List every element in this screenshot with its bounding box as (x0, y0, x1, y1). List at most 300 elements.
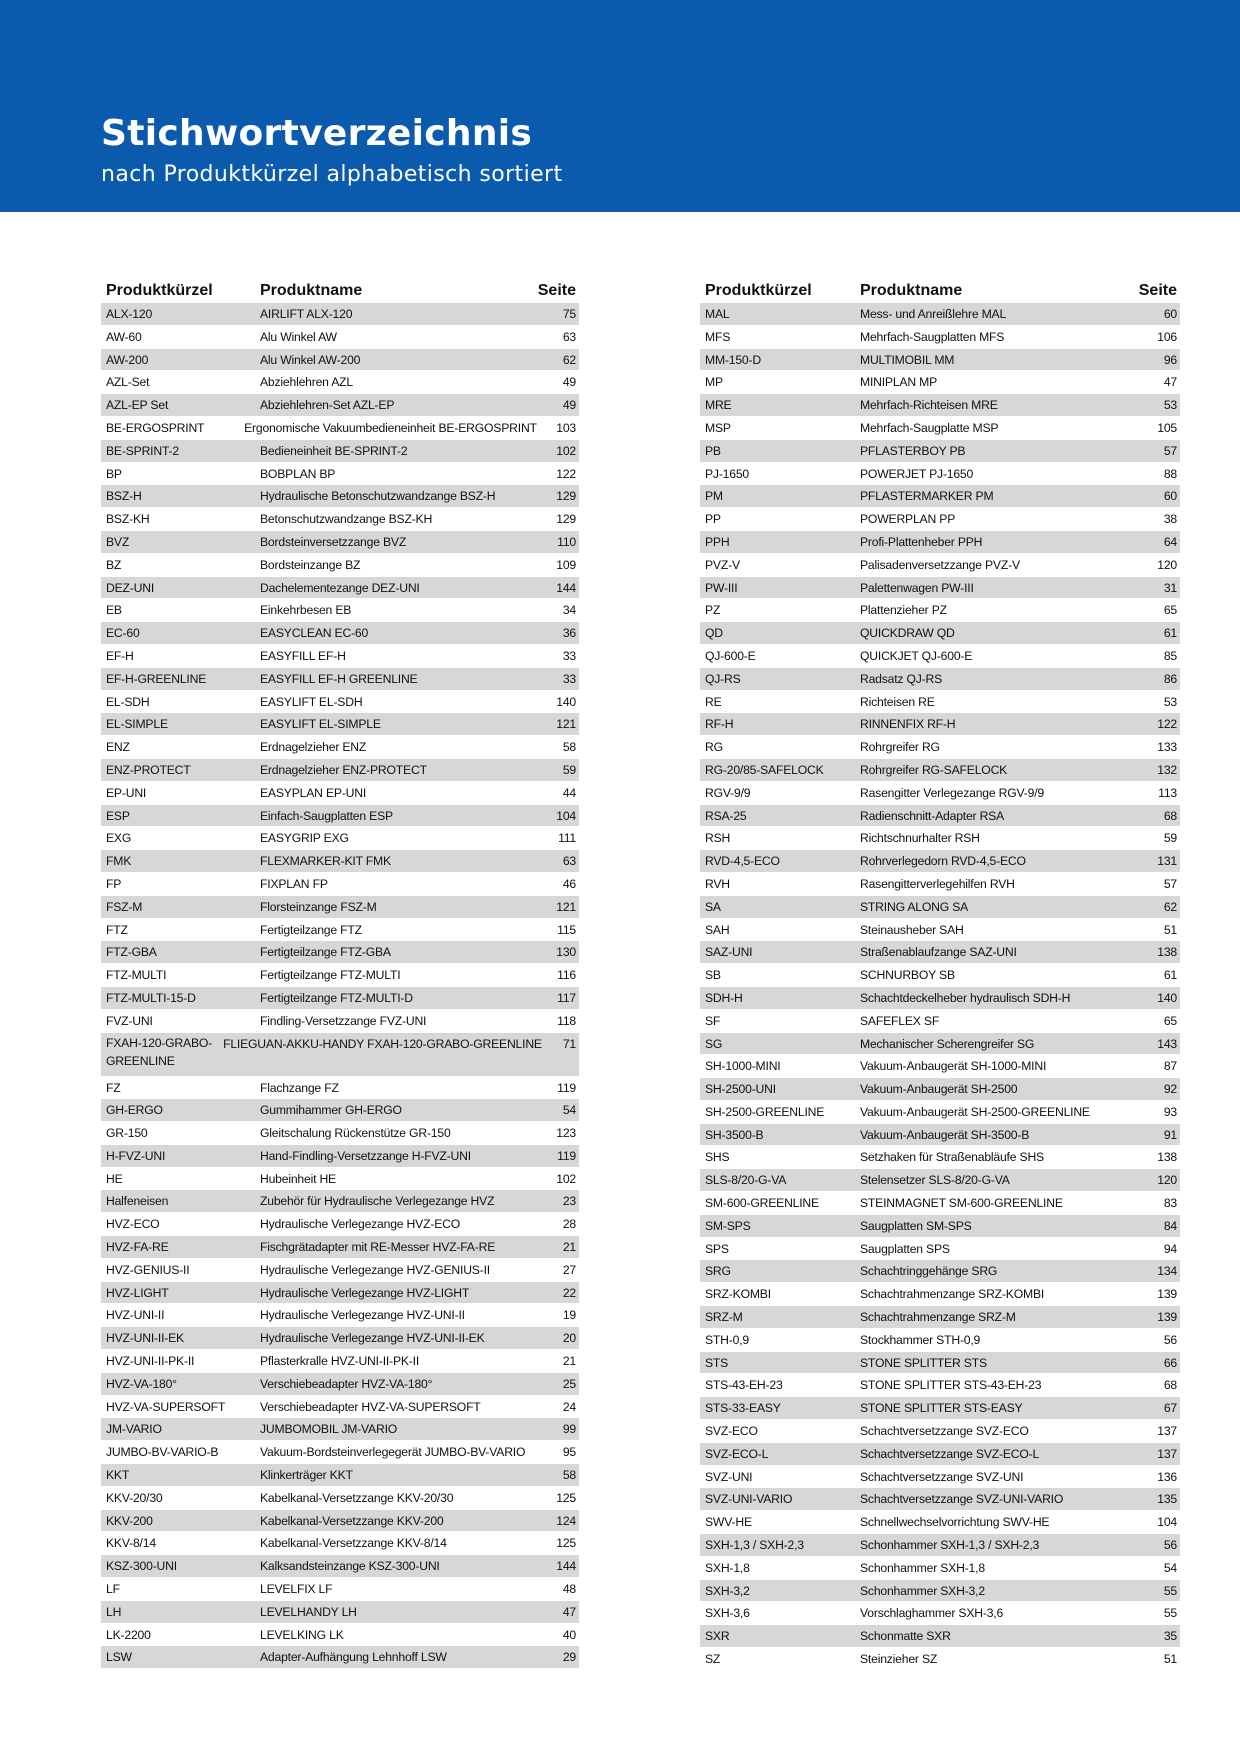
product-code: RF-H (705, 717, 734, 732)
product-code: STS-33-EASY (705, 1401, 781, 1416)
page-number: 94 (1163, 1241, 1177, 1256)
page-number: 93 (1163, 1104, 1177, 1119)
table-row (700, 1214, 1180, 1237)
page-number: 57 (1163, 876, 1177, 891)
page-number: 21 (562, 1240, 576, 1255)
page-number: 121 (556, 717, 576, 732)
table-row (101, 1463, 579, 1486)
page-number: 65 (1163, 1013, 1177, 1028)
product-code: HE (106, 1171, 123, 1186)
table-row (700, 530, 1180, 553)
table-row (101, 667, 579, 690)
product-code: AZL-Set (106, 375, 150, 390)
table-row (101, 1281, 579, 1304)
page-number: 20 (562, 1331, 576, 1346)
table-row (700, 484, 1180, 507)
page-number: 59 (1163, 831, 1177, 846)
product-name: SCHNURBOY SB (860, 968, 955, 983)
table-row (101, 1509, 579, 1532)
product-name: Alu Winkel AW-200 (260, 352, 361, 367)
product-code: RE (705, 694, 722, 709)
product-name: POWERJET PJ-1650 (860, 466, 974, 481)
page-number: 135 (1157, 1492, 1177, 1507)
table-row (700, 462, 1180, 485)
product-code: EF-H (106, 648, 134, 663)
product-code: GR-150 (106, 1126, 148, 1141)
page-number: 23 (562, 1194, 576, 1209)
page-number: 71 (562, 1036, 576, 1051)
product-code: PB (705, 443, 721, 458)
table-header (700, 268, 1180, 300)
product-name: Adapter-Aufhängung Lehnhoff LSW (260, 1650, 447, 1665)
product-name: Kabelkanal-Versetzzange KKV-200 (260, 1513, 444, 1528)
product-name: POWERPLAN PP (860, 512, 956, 527)
product-code: EF-H-GREENLINE (106, 671, 207, 686)
table-row (700, 576, 1180, 599)
page-number: 144 (556, 1559, 576, 1574)
page-number: 138 (1157, 945, 1177, 960)
page-number: 96 (1163, 352, 1177, 367)
page-number: 48 (562, 1582, 576, 1597)
table-row (700, 758, 1180, 781)
page-number: 68 (1163, 808, 1177, 823)
page-number: 99 (562, 1422, 576, 1437)
page-number: 65 (1163, 603, 1177, 618)
page-number: 137 (1157, 1446, 1177, 1461)
table-row (101, 621, 579, 644)
page-number: 61 (1163, 626, 1177, 641)
table-row (700, 1647, 1180, 1670)
table-row (700, 302, 1180, 325)
page-number: 53 (1163, 398, 1177, 413)
product-name: Hydraulische Betonschutzwandzange BSZ-H (260, 489, 496, 504)
page-number: 27 (562, 1262, 576, 1277)
table-row (101, 872, 579, 895)
product-name: Kabelkanal-Versetzzange KKV-8/14 (260, 1536, 447, 1551)
product-name: Hydraulische Verlegezange HVZ-ECO (260, 1217, 461, 1232)
product-code: HVZ-ECO (106, 1217, 160, 1232)
table-row (101, 439, 579, 462)
product-name: Hydraulische Verlegezange HVZ-GENIUS-II (260, 1262, 490, 1277)
product-code: MP (705, 375, 723, 390)
product-code: RVD-4,5-ECO (705, 854, 780, 869)
product-name: Vakuum-Anbaugerät SH-2500 (860, 1082, 1018, 1097)
table-body (700, 302, 1180, 1670)
page-number: 110 (557, 534, 576, 549)
table-row (700, 598, 1180, 621)
page-number: 55 (1163, 1583, 1177, 1598)
table-row (101, 393, 579, 416)
product-name: Hubeinheit HE (260, 1171, 336, 1186)
product-code: FMK (106, 854, 132, 869)
page-number: 86 (1163, 671, 1177, 686)
page-number: 140 (1157, 990, 1177, 1005)
product-name: Mechanischer Scherengreifer SG (860, 1036, 1035, 1051)
product-code: PJ-1650 (705, 466, 749, 481)
table-row (101, 325, 579, 348)
product-name: Schonhammer SXH-1,8 (860, 1560, 985, 1575)
product-code: EL-SIMPLE (106, 717, 168, 732)
table-row (700, 1259, 1180, 1282)
product-name: Mess- und Anreißlehre MAL (860, 307, 1007, 321)
page-number: 124 (556, 1513, 576, 1528)
product-name: Florsteinzange FSZ-M (260, 899, 377, 914)
product-name: Fertigteilzange FTZ-MULTI-D (260, 990, 413, 1005)
product-code: SB (705, 968, 721, 983)
page-number: 54 (562, 1103, 576, 1118)
page-number: 119 (557, 1148, 576, 1163)
page-number: 47 (562, 1604, 576, 1619)
product-name: Schachtrahmenzange SRZ-M (860, 1310, 1016, 1325)
table-row (700, 940, 1180, 963)
product-name: Bordsteinzange BZ (260, 557, 361, 572)
product-code: MFS (705, 329, 731, 344)
product-code: RVH (705, 876, 730, 891)
page-number: 113 (1158, 785, 1177, 800)
page-number: 51 (1163, 922, 1177, 937)
product-name: LEVELKING LK (260, 1627, 344, 1642)
product-name: Saugplatten SPS (860, 1241, 950, 1256)
product-name: Bedieneinheit BE-SPRINT-2 (260, 443, 408, 458)
product-code: SRZ-KOMBI (705, 1287, 771, 1302)
product-name: Kalksandsteinzange KSZ-300-UNI (260, 1559, 440, 1574)
product-code: SH-2500-GREENLINE (705, 1104, 825, 1119)
product-code: SXH-3,6 (705, 1606, 750, 1621)
product-code: PZ (705, 603, 721, 618)
table-row (101, 1645, 579, 1668)
product-code: SZ (705, 1652, 721, 1667)
table-row (101, 1554, 579, 1577)
product-name: QUICKJET QJ-600-E (860, 648, 973, 663)
table-row (700, 986, 1180, 1009)
product-code: MRE (705, 398, 732, 413)
product-code: RGV-9/9 (705, 785, 751, 800)
product-name: FLEXMARKER-KIT FMK (260, 854, 391, 869)
page-number: 137 (1157, 1424, 1177, 1439)
page-number: 57 (1163, 443, 1177, 458)
product-name: Hand-Findling-Versetzzange H-FVZ-UNI (260, 1148, 471, 1163)
table-row (101, 1212, 579, 1235)
product-name: Schachtversetzzange SVZ-UNI-VARIO (860, 1492, 1064, 1507)
table-row (101, 826, 579, 849)
page-number: 111 (558, 831, 576, 846)
product-name: Pflasterkralle HVZ-UNI-II-PK-II (260, 1354, 420, 1369)
product-code: MM-150-D (705, 352, 761, 367)
table-row (700, 1419, 1180, 1442)
product-code: SDH-H (705, 990, 743, 1005)
page-number: 109 (556, 557, 576, 572)
product-name: Palettenwagen PW-III (860, 580, 974, 595)
product-code: SH-1000-MINI (705, 1059, 781, 1074)
product-code: HVZ-VA-SUPERSOFT (106, 1399, 226, 1414)
table-body (101, 302, 579, 1668)
product-code: SWV-HE (705, 1515, 752, 1530)
product-code: FTZ-MULTI-15-D (106, 990, 196, 1005)
product-name: Mehrfach-Saugplatte MSP (860, 420, 999, 435)
product-code: FTZ-MULTI (106, 968, 167, 983)
table-row (700, 1191, 1180, 1214)
page-number: 62 (562, 352, 576, 367)
page-number: 129 (556, 489, 576, 504)
product-code: SXH-1,3 / SXH-2,3 (705, 1538, 804, 1553)
product-name: Hydraulische Verlegezange HVZ-UNI-II (260, 1308, 465, 1323)
page-number: 131 (1157, 854, 1177, 869)
table-row (700, 1624, 1180, 1647)
page-number: 134 (1157, 1264, 1177, 1279)
table-row (700, 1123, 1180, 1146)
product-name: MULTIMOBIL MM (860, 352, 955, 367)
table-row (101, 1167, 579, 1190)
product-code: SRG (705, 1264, 731, 1279)
table-row (700, 781, 1180, 804)
product-name: Radsatz QJ-RS (860, 671, 943, 686)
product-name: Hydraulische Verlegezange HVZ-LIGHT (260, 1285, 470, 1300)
product-code: QJ-600-E (705, 648, 756, 663)
page-number: 136 (1157, 1469, 1177, 1484)
product-code: FTZ-GBA (106, 945, 157, 960)
product-code: FXAH-120-GRABO-GREENLINE (106, 1035, 213, 1068)
product-code: AZL-EP Set (106, 398, 169, 413)
product-name: EASYFILL EF-H (260, 648, 346, 663)
table-row (700, 735, 1180, 758)
column-header-name: Produktname (860, 282, 963, 299)
page-number: 102 (556, 1171, 576, 1186)
column-header-page: Seite (537, 282, 576, 299)
product-name: LEVELFIX LF (260, 1582, 333, 1597)
page-number: 31 (1163, 580, 1177, 595)
product-name: STRING ALONG SA (860, 899, 969, 914)
product-code: Halfeneisen (106, 1194, 169, 1209)
table-row (101, 918, 579, 941)
product-code: KKV-200 (106, 1513, 153, 1528)
page-number: 60 (1163, 489, 1177, 504)
table-row (101, 1531, 579, 1554)
table-row (700, 1032, 1180, 1055)
product-name: Stockhammer STH-0,9 (860, 1332, 981, 1347)
product-name: AIRLIFT ALX-120 (260, 307, 353, 321)
product-code: SPS (705, 1241, 729, 1256)
table-row (101, 1144, 579, 1167)
page-number: 75 (562, 307, 576, 321)
product-name: Einkehrbesen EB (260, 603, 352, 618)
page-number: 139 (1157, 1310, 1177, 1325)
page-number: 102 (556, 443, 576, 458)
product-name: Fertigteilzange FTZ-GBA (260, 945, 391, 960)
product-code: SM-SPS (705, 1218, 751, 1233)
table-row (700, 1328, 1180, 1351)
product-name: Rohrgreifer RG-SAFELOCK (860, 762, 1008, 777)
product-name: Vorschlaghammer SXH-3,6 (860, 1606, 1004, 1621)
page-number: 139 (1157, 1287, 1177, 1302)
product-code: KKV-8/14 (106, 1536, 156, 1551)
page-number: 104 (556, 808, 576, 823)
table-row (101, 690, 579, 713)
table-row (700, 1442, 1180, 1465)
table-row (101, 1623, 579, 1646)
product-code: RG-20/85-SAFELOCK (705, 762, 824, 777)
page-number: 91 (1163, 1127, 1177, 1142)
product-code: SHS (705, 1150, 730, 1165)
product-name: Vakuum-Bordsteinverlegegerät JUMBO-BV-VARIO (260, 1445, 526, 1460)
product-code: SF (705, 1013, 721, 1028)
product-name: Setzhaken für Straßenabläufe SHS (860, 1150, 1044, 1165)
page-number: 56 (1163, 1538, 1177, 1553)
product-name: Rasengitter Verlegezange RGV-9/9 (860, 785, 1044, 800)
page-number: 54 (1163, 1560, 1177, 1575)
page-number: 121 (556, 899, 576, 914)
product-code: JUMBO-BV-VARIO-B (106, 1445, 219, 1460)
page-number: 66 (1163, 1355, 1177, 1370)
page-number: 56 (1163, 1332, 1177, 1347)
page-number: 38 (1163, 512, 1177, 527)
product-code: STS (705, 1355, 729, 1370)
product-name: EASYLIFT EL-SIMPLE (260, 717, 381, 732)
table-row (101, 895, 579, 918)
product-name: Schnellwechselvorrichtung SWV-HE (860, 1515, 1050, 1530)
page-number: 140 (556, 694, 576, 709)
table-row (101, 598, 579, 621)
page-number: 33 (562, 648, 576, 663)
table-row (101, 1600, 579, 1623)
product-name: LEVELHANDY LH (260, 1604, 357, 1619)
page-number: 105 (1157, 420, 1177, 435)
table-row (700, 393, 1180, 416)
product-code: KKV-20/30 (106, 1490, 163, 1505)
table-row (101, 804, 579, 827)
product-name: Schachtrahmenzange SRZ-KOMBI (860, 1287, 1045, 1302)
product-name: PFLASTERMARKER PM (860, 489, 994, 504)
table-row (101, 758, 579, 781)
product-code: HVZ-FA-RE (106, 1240, 169, 1255)
product-code: EP-UNI (106, 785, 147, 800)
page-number: 34 (562, 603, 576, 618)
product-name: Mehrfach-Saugplatten MFS (860, 329, 1005, 344)
page-subtitle: nach Produktkürzel alphabetisch sortiert (101, 162, 563, 187)
table-row (101, 576, 579, 599)
product-code: FSZ-M (106, 899, 143, 914)
product-code: ESP (106, 808, 130, 823)
table-row (101, 1372, 579, 1395)
page-number: 88 (1163, 466, 1177, 481)
product-name: Zubehör für Hydraulische Verlegezange HVZ (260, 1194, 495, 1209)
page-number: 35 (1163, 1629, 1177, 1644)
product-code: PP (705, 512, 721, 527)
page-number: 55 (1163, 1606, 1177, 1621)
page-number: 60 (1163, 307, 1177, 321)
page-number: 62 (1163, 899, 1177, 914)
page-number: 19 (562, 1308, 576, 1323)
page-number: 85 (1163, 648, 1177, 663)
table-row (101, 781, 579, 804)
product-code: HVZ-VA-180° (106, 1376, 177, 1391)
table-row (101, 462, 579, 485)
table-row (700, 1579, 1180, 1602)
table-row (101, 1349, 579, 1372)
table-row (700, 918, 1180, 941)
product-code: SRZ-M (705, 1310, 743, 1325)
table-row (700, 1077, 1180, 1100)
product-name: Steinzieher SZ (860, 1652, 938, 1667)
product-name: Schachtdeckelheber hydraulisch SDH-H (860, 990, 1071, 1005)
product-code: ENZ (106, 740, 130, 755)
page-number: 119 (557, 1080, 576, 1095)
page-number: 29 (562, 1650, 576, 1665)
page-header (0, 0, 1240, 212)
product-name: Betonschutzwandzange BSZ-KH (260, 512, 433, 527)
product-code: SVZ-ECO-L (705, 1446, 769, 1461)
product-name: Rohrverlegedorn RVD-4,5-ECO (860, 854, 1026, 869)
page-number: 125 (556, 1536, 576, 1551)
table-row (101, 1326, 579, 1349)
product-name: FLIEGUAN-AKKU-HANDY FXAH-120-GRABO-GREENLINE (223, 1036, 542, 1051)
product-name: EASYPLAN EP-UNI (260, 785, 367, 800)
page-number: 36 (562, 626, 576, 641)
product-name: Hydraulische Verlegezange HVZ-UNI-II-EK (260, 1331, 485, 1346)
product-name: Schonhammer SXH-1,3 / SXH-2,3 (860, 1538, 1040, 1553)
product-name: MINIPLAN MP (860, 375, 938, 390)
page-number: 58 (562, 740, 576, 755)
product-code: EC-60 (106, 626, 140, 641)
table-row (700, 439, 1180, 462)
product-code: LSW (106, 1650, 132, 1665)
product-code: SVZ-ECO (705, 1424, 758, 1439)
page-number: 51 (1163, 1652, 1177, 1667)
column-header-name: Produktname (260, 282, 363, 299)
table-row (700, 963, 1180, 986)
product-code: JM-VARIO (106, 1422, 162, 1437)
product-name: PFLASTERBOY PB (860, 443, 966, 458)
table-row (700, 1145, 1180, 1168)
page-number: 63 (562, 329, 576, 344)
table-row (700, 507, 1180, 530)
column-header-code: Produktkürzel (106, 282, 213, 299)
product-code: GH-ERGO (106, 1103, 163, 1118)
product-code: DEZ-UNI (106, 580, 155, 595)
page-number: 61 (1163, 968, 1177, 983)
table-row (700, 370, 1180, 393)
table-row (700, 1373, 1180, 1396)
page-number: 117 (557, 990, 576, 1005)
product-name: Verschiebeadapter HVZ-VA-180° (260, 1376, 433, 1391)
page-number: 143 (1157, 1036, 1177, 1051)
page-number: 47 (1163, 375, 1177, 390)
page-number: 59 (562, 762, 576, 777)
product-code: HVZ-UNI-II-EK (106, 1331, 184, 1346)
product-name: Einfach-Saugplatten ESP (260, 808, 393, 823)
product-code: PVZ-V (705, 557, 740, 572)
product-name: Profi-Plattenheber PPH (860, 534, 983, 549)
page-number: 40 (562, 1627, 576, 1642)
page-number: 120 (1157, 557, 1177, 572)
table-row (700, 1487, 1180, 1510)
table-row (700, 895, 1180, 918)
table-row (700, 712, 1180, 735)
table-row (700, 690, 1180, 713)
product-name: STONE SPLITTER STS (860, 1355, 987, 1370)
table-row (700, 1533, 1180, 1556)
product-code: SH-3500-B (705, 1127, 764, 1142)
table-row (101, 1098, 579, 1121)
product-code: FZ (106, 1080, 121, 1095)
index-table-left (101, 268, 579, 1668)
product-name: Schonhammer SXH-3,2 (860, 1583, 985, 1598)
page-title: Stichwortverzeichnis (101, 113, 533, 154)
page-number: 138 (1157, 1150, 1177, 1165)
page-number: 95 (562, 1445, 576, 1460)
product-code: SH-2500-UNI (705, 1082, 776, 1097)
product-code: PW-III (705, 580, 738, 595)
table-row (700, 1282, 1180, 1305)
